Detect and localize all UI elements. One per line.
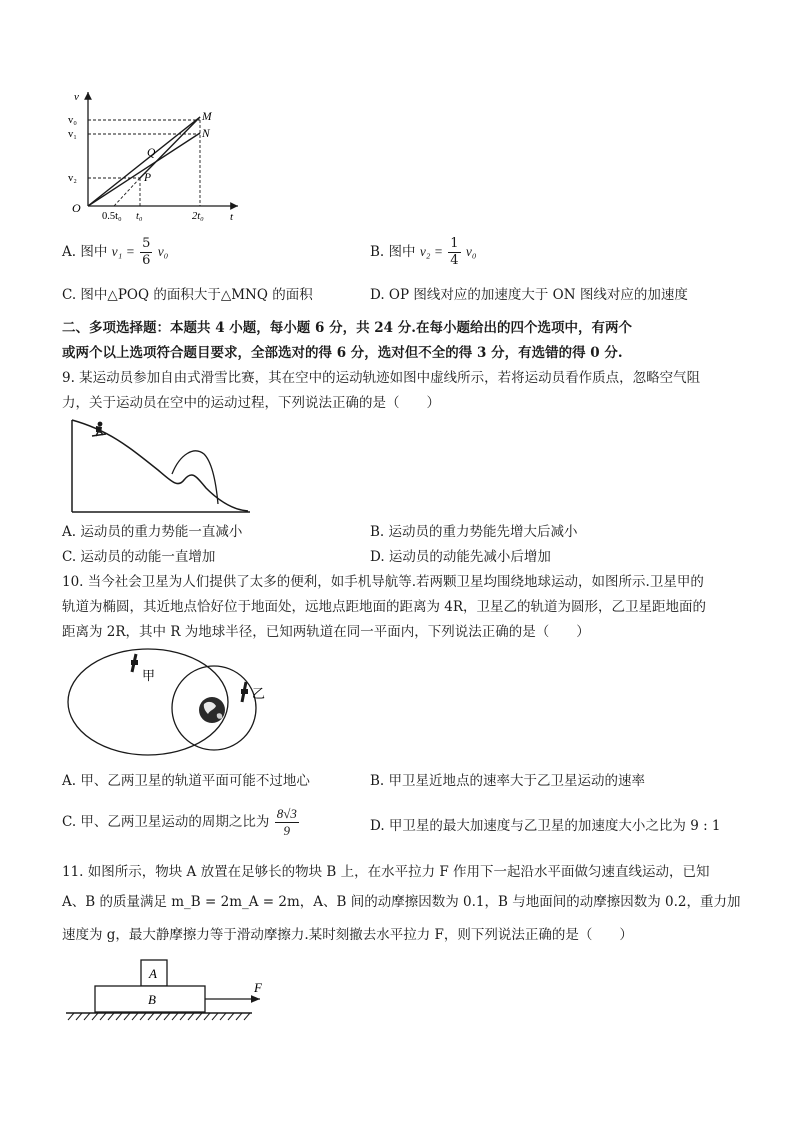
label-yi: 乙 (252, 686, 266, 701)
q8-option-a (62, 236, 168, 269)
origin-label: O (72, 201, 81, 215)
slope-curve (72, 420, 248, 511)
q8-b-rhs: v₀ (465, 244, 477, 259)
q8-b-num: 1 (450, 236, 459, 251)
q10-stem-2: 轨道为椭圆，其近地点恰好位于地面处，远地点距地面的距离为 4R，卫星乙的轨道为圆形，乙卫星距地面的 (62, 599, 707, 615)
satellite-jia-icon (131, 654, 138, 672)
q8-a-den: 6 (142, 253, 151, 268)
q8-b-den: 4 (450, 253, 459, 268)
label-N: N (202, 128, 210, 140)
axis-label-t: t (230, 211, 234, 223)
line-OM (88, 117, 200, 206)
trajectory-curve (172, 451, 218, 504)
force-label: F (254, 980, 262, 995)
q10-c-num: 8√3 (276, 806, 297, 821)
axis-label-v: v (74, 91, 79, 103)
q8-a-num: 5 (142, 236, 151, 251)
section2-line1: 二、多项选择题：本题共 4 小题，每小题 6 分，共 24 分.在每小题给出的四个选项中，有两个 (62, 320, 632, 336)
label-P: P (144, 172, 152, 184)
line-ON (88, 133, 200, 206)
q8-a-lhs: v₁ = (111, 244, 135, 259)
q8-a-frac (140, 236, 152, 269)
q11-stem-2: A、B 的质量满足 m_B = 2m_A = 2m，A、B 间的动摩擦因数为 0.1，B 与地面间的动摩擦因数为 0.2，重力加 (62, 894, 741, 910)
label-jia: 甲 (142, 668, 156, 683)
vt-graph (62, 86, 252, 226)
q9-option-b: B. 运动员的重力势能先增大后减小 (370, 524, 578, 540)
label-Q: Q (147, 147, 156, 159)
section2-line2: 或两个以上选项符合题目要求，全部选对的得 6 分，选对但不全的得 3 分，有选错的得 0 分. (62, 345, 623, 361)
tick-t0: t₀ (136, 211, 143, 222)
label-v2: v₂ (68, 173, 77, 184)
label-v1: v₁ (68, 129, 77, 140)
q8-b-frac (448, 236, 460, 269)
tick-half-t0: 0.5t₀ (102, 211, 122, 222)
orbit-figure (64, 644, 280, 756)
q10-option-d: D. 甲卫星的最大加速度与乙卫星的加速度大小之比为 9 : 1 (370, 818, 721, 834)
block-B-label: B (148, 992, 156, 1007)
q9-stem-2: 力，关于运动员在空中的运动过程，下列说法正确的是（ ） (62, 395, 440, 411)
label-v0: v₀ (68, 115, 77, 126)
blocks-figure (62, 954, 282, 1026)
q9-option-a: A. 运动员的重力势能一直减小 (62, 524, 243, 540)
earth-icon (199, 697, 225, 723)
q8-option-b (370, 236, 477, 269)
ski-figure (68, 418, 254, 514)
ground-hatching (68, 1013, 250, 1020)
satellite-yi-icon (241, 682, 248, 702)
q8-option-d: D. OP 图线对应的加速度大于 ON 图线对应的加速度 (370, 287, 688, 303)
q10-option-a: A. 甲、乙两卫星的轨道平面可能不过地心 (62, 773, 310, 789)
q8-option-c: C. 图中△POQ 的面积大于△MNQ 的面积 (62, 287, 313, 303)
q10-c-prefix: C. 甲、乙两卫星运动的周期之比为 (62, 814, 270, 830)
tick-2t0: 2t₀ (192, 211, 204, 222)
q11-stem-1: 11. 如图所示，物块 A 放置在足够长的物块 B 上，在水平拉力 F 作用下一起沿水平面做匀速直线运动，已知 (62, 864, 710, 880)
q8-b-prefix: B. 图中 (370, 244, 416, 260)
q9-option-d: D. 运动员的动能先减小后增加 (370, 549, 551, 565)
q10-c-frac (275, 806, 299, 839)
q8-b-lhs: v₂ = (419, 244, 443, 259)
q9-option-c: C. 运动员的动能一直增加 (62, 549, 216, 565)
label-M: M (202, 111, 212, 123)
block-A-label: A (149, 966, 157, 981)
q9-stem-1: 9. 某运动员参加自由式滑雪比赛，其在空中的运动轨迹如图中虚线所示，若将运动员看作质点，忽略空气阻 (62, 370, 701, 386)
q11-stem-3: 速度为 g，最大静摩擦力等于滑动摩擦力.某时刻撤去水平拉力 F，则下列说法正确的是（ ） (62, 927, 633, 943)
q10-stem-1: 10. 当今社会卫星为人们提供了太多的便利，如手机导航等.若两颗卫星均围绕地球运动，如图所示.卫星甲的 (62, 574, 704, 590)
q10-option-b: B. 甲卫星近地点的速率大于乙卫星运动的速率 (370, 773, 646, 789)
q10-option-c (62, 806, 300, 839)
q8-a-rhs: v₀ (157, 244, 169, 259)
q10-c-den: 9 (283, 823, 291, 838)
q8-a-prefix: A. 图中 (62, 244, 108, 260)
skier-icon (92, 422, 106, 436)
q10-stem-3: 距离为 2R，其中 R 为地球半径，已知两轨道在同一平面内，下列说法正确的是（ ） (62, 624, 590, 640)
